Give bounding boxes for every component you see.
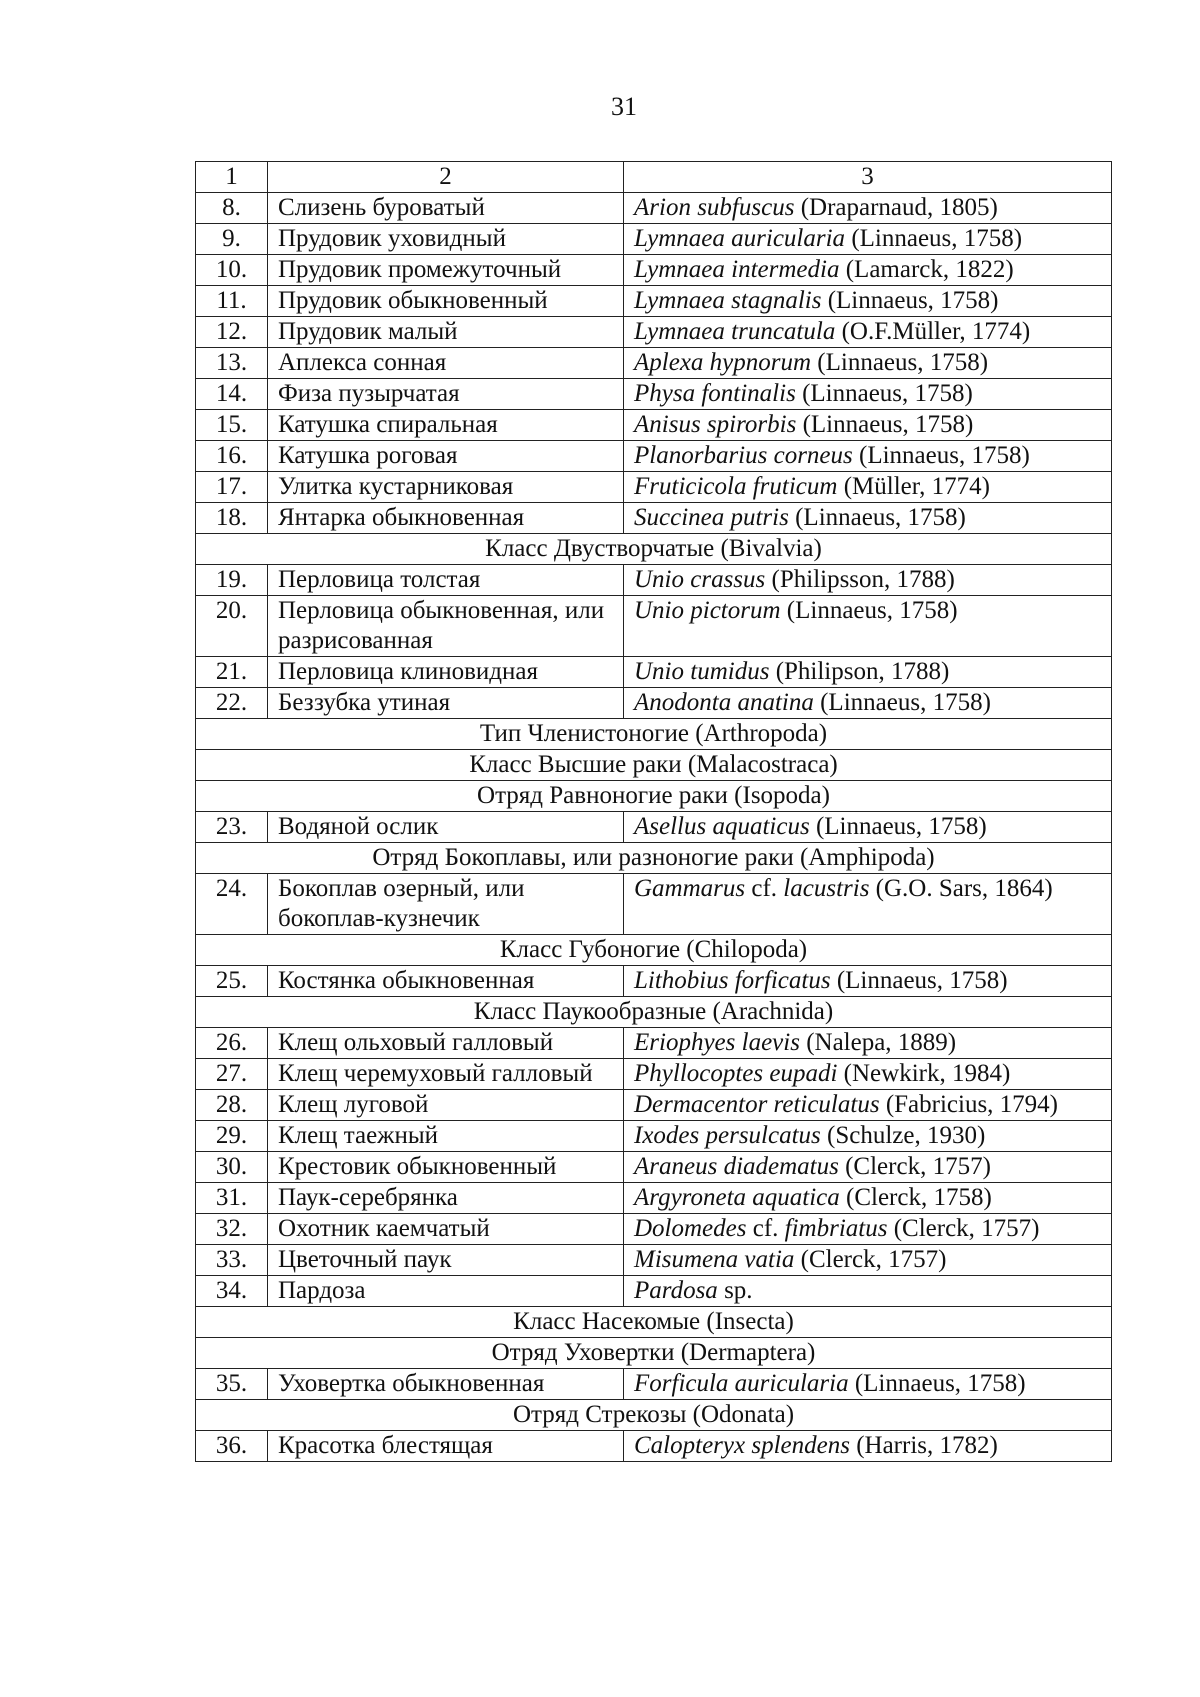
row-number: 10. <box>196 255 268 286</box>
author-part: (Linnaeus, 1758) <box>845 225 1023 252</box>
latin-name-part: Asellus aquaticus <box>634 813 810 840</box>
author-part: (Fabricius, 1794) <box>879 1091 1059 1118</box>
taxon-group-row <box>196 843 1112 874</box>
species-row <box>196 224 1112 255</box>
scientific-name <box>624 1090 1112 1121</box>
species-row <box>196 1276 1112 1307</box>
scientific-name <box>624 1183 1112 1214</box>
row-number: 18. <box>196 503 268 534</box>
author-part: (Linnaeus, 1758) <box>796 411 974 438</box>
species-row <box>196 966 1112 997</box>
scientific-name <box>624 1214 1112 1245</box>
taxon-group-label: Класс Высшие раки (Malacostraca) <box>196 750 1112 781</box>
latin-name-part: Physa fontinalis <box>634 380 796 407</box>
russian-name: Слизень буроватый <box>268 193 624 224</box>
header-col-2: 2 <box>268 162 624 193</box>
species-row <box>196 193 1112 224</box>
scientific-name <box>624 565 1112 596</box>
species-row <box>196 1214 1112 1245</box>
species-row <box>196 503 1112 534</box>
latin-name-part: Unio tumidus <box>634 658 770 685</box>
russian-name: Катушка спиральная <box>268 410 624 441</box>
author-part: (Draparnaud, 1805) <box>794 194 998 221</box>
latin-name-part: fimbriatus <box>784 1215 888 1242</box>
latin-name-part: Lithobius forficatus <box>634 967 831 994</box>
russian-name: Аплекса сонная <box>268 348 624 379</box>
russian-name: Перловица толстая <box>268 565 624 596</box>
row-number: 19. <box>196 565 268 596</box>
author-part: (Linnaeus, 1758) <box>852 442 1030 469</box>
table-header-row <box>196 162 1112 193</box>
latin-name-part: Dolomedes <box>634 1215 747 1242</box>
author-part: (Lamarck, 1822) <box>839 256 1014 283</box>
latin-name-part: Fruticicola fruticum <box>634 473 838 500</box>
taxon-group-label: Класс Губоногие (Chilopoda) <box>196 935 1112 966</box>
latin-name-part: Lymnaea auricularia <box>634 225 846 252</box>
species-row <box>196 441 1112 472</box>
author-part: (O.F.Müller, 1774) <box>835 318 1031 345</box>
species-row <box>196 657 1112 688</box>
scientific-name <box>624 224 1112 255</box>
row-number: 26. <box>196 1028 268 1059</box>
row-number: 15. <box>196 410 268 441</box>
species-row <box>196 1431 1112 1462</box>
row-number: 29. <box>196 1121 268 1152</box>
row-number: 27. <box>196 1059 268 1090</box>
russian-name: Крестовик обыкновенный <box>268 1152 624 1183</box>
scientific-name <box>624 874 1112 935</box>
taxon-group-row <box>196 935 1112 966</box>
scientific-name <box>624 348 1112 379</box>
taxon-group-label: Класс Насекомые (Insecta) <box>196 1307 1112 1338</box>
russian-name: Уховертка обыкновенная <box>268 1369 624 1400</box>
latin-name-part: Ixodes persulcatus <box>634 1122 821 1149</box>
scientific-name <box>624 688 1112 719</box>
russian-name: Пардоза <box>268 1276 624 1307</box>
russian-name: Янтарка обыкновенная <box>268 503 624 534</box>
scientific-name <box>624 1431 1112 1462</box>
species-row <box>196 1121 1112 1152</box>
row-number: 32. <box>196 1214 268 1245</box>
scientific-name <box>624 317 1112 348</box>
scientific-name <box>624 596 1112 657</box>
row-number: 24. <box>196 874 268 935</box>
russian-name: Клещ таежный <box>268 1121 624 1152</box>
latin-name-part: Unio crassus <box>634 566 766 593</box>
taxon-group-label: Отряд Бокоплавы, или разноногие раки (Amphipoda) <box>196 843 1112 874</box>
russian-name: Клещ луговой <box>268 1090 624 1121</box>
row-number: 33. <box>196 1245 268 1276</box>
species-row <box>196 1245 1112 1276</box>
author-part: (Nalepa, 1889) <box>799 1029 957 1056</box>
row-number: 35. <box>196 1369 268 1400</box>
russian-name: Прудовик малый <box>268 317 624 348</box>
header-col-1: 1 <box>196 162 268 193</box>
taxon-group-row <box>196 1307 1112 1338</box>
row-number: 34. <box>196 1276 268 1307</box>
author-part: (Philipsson, 1788) <box>765 566 955 593</box>
scientific-name <box>624 193 1112 224</box>
row-number: 21. <box>196 657 268 688</box>
author-part: (Linnaeus, 1758) <box>821 287 999 314</box>
row-number: 25. <box>196 966 268 997</box>
author-part: (Linnaeus, 1758) <box>830 967 1008 994</box>
scientific-name <box>624 472 1112 503</box>
russian-name: Паук-серебрянка <box>268 1183 624 1214</box>
row-number: 14. <box>196 379 268 410</box>
taxon-group-label: Класс Паукообразные (Arachnida) <box>196 997 1112 1028</box>
species-row <box>196 1369 1112 1400</box>
scientific-name <box>624 966 1112 997</box>
latin-name-part: Anodonta anatina <box>634 689 814 716</box>
latin-name-part: Lymnaea intermedia <box>634 256 840 283</box>
russian-name: Физа пузырчатая <box>268 379 624 410</box>
row-number: 30. <box>196 1152 268 1183</box>
row-number: 31. <box>196 1183 268 1214</box>
species-row <box>196 1059 1112 1090</box>
species-row <box>196 348 1112 379</box>
row-number: 20. <box>196 596 268 657</box>
taxon-group-row <box>196 534 1112 565</box>
latin-name-part: Argyroneta aquatica <box>634 1184 840 1211</box>
author-part: (Clerck, 1757) <box>838 1153 991 1180</box>
species-row <box>196 812 1112 843</box>
row-number: 17. <box>196 472 268 503</box>
russian-name: Прудовик обыкновенный <box>268 286 624 317</box>
taxon-group-row <box>196 719 1112 750</box>
row-number: 36. <box>196 1431 268 1462</box>
scientific-name <box>624 255 1112 286</box>
latin-name-part: Phyllocoptes eupadi <box>634 1060 838 1087</box>
latin-name-part: Anisus spirorbis <box>634 411 797 438</box>
table-body <box>196 193 1112 1462</box>
latin-name-part: Lymnaea truncatula <box>634 318 836 345</box>
scientific-name <box>624 1152 1112 1183</box>
page-number: 31 <box>611 92 637 121</box>
latin-name-part: Calopteryx splendens <box>634 1432 850 1459</box>
species-row <box>196 688 1112 719</box>
scientific-name <box>624 812 1112 843</box>
species-row <box>196 255 1112 286</box>
taxon-group-label: Класс Двустворчатые (Bivalvia) <box>196 534 1112 565</box>
author-part: (Linnaeus, 1758) <box>813 689 991 716</box>
author-part: (Philipson, 1788) <box>769 658 950 685</box>
scientific-name <box>624 441 1112 472</box>
row-number: 13. <box>196 348 268 379</box>
taxon-group-row <box>196 997 1112 1028</box>
row-number: 22. <box>196 688 268 719</box>
taxon-group-row <box>196 781 1112 812</box>
taxon-group-label: Тип Членистоногие (Arthropoda) <box>196 719 1112 750</box>
taxon-group-row <box>196 1338 1112 1369</box>
row-number: 8. <box>196 193 268 224</box>
latin-name-part: Arion subfuscus <box>634 194 795 221</box>
taxon-group-label: Отряд Равноногие раки (Isopoda) <box>196 781 1112 812</box>
latin-name-part: Unio pictorum <box>634 597 781 624</box>
author-part: (Linnaeus, 1758) <box>780 597 958 624</box>
species-row <box>196 1090 1112 1121</box>
taxon-group-row <box>196 1400 1112 1431</box>
row-number: 12. <box>196 317 268 348</box>
species-row <box>196 596 1112 657</box>
row-number: 11. <box>196 286 268 317</box>
author-part: (Linnaeus, 1758) <box>811 349 989 376</box>
latin-name-part: Aplexa hypnorum <box>634 349 812 376</box>
scientific-name <box>624 1245 1112 1276</box>
latin-name-part: Araneus diadematus <box>634 1153 839 1180</box>
latin-name-part: Pardosa <box>634 1277 718 1304</box>
scientific-name <box>624 286 1112 317</box>
russian-name: Катушка роговая <box>268 441 624 472</box>
scientific-name <box>624 379 1112 410</box>
latin-name-part: Forficula auricularia <box>634 1370 849 1397</box>
species-row <box>196 1152 1112 1183</box>
russian-name: Красотка блестящая <box>268 1431 624 1462</box>
scientific-name <box>624 657 1112 688</box>
scientific-name <box>624 503 1112 534</box>
species-row <box>196 286 1112 317</box>
russian-name: Костянка обыкновенная <box>268 966 624 997</box>
species-row <box>196 1183 1112 1214</box>
latin-name-part: Dermacentor reticulatus <box>634 1091 880 1118</box>
scientific-name <box>624 410 1112 441</box>
row-number: 28. <box>196 1090 268 1121</box>
taxon-group-label: Отряд Стрекозы (Odonata) <box>196 1400 1112 1431</box>
russian-name: Прудовик промежуточный <box>268 255 624 286</box>
russian-name: Клещ ольховый галловый <box>268 1028 624 1059</box>
latin-name-part: Lymnaea stagnalis <box>634 287 822 314</box>
russian-name: Клещ черемуховый галловый <box>268 1059 624 1090</box>
russian-name: Охотник каемчатый <box>268 1214 624 1245</box>
author-part: (Clerck, 1758) <box>839 1184 992 1211</box>
header-col-3: 3 <box>624 162 1112 193</box>
row-number: 9. <box>196 224 268 255</box>
author-part: (Schulze, 1930) <box>820 1122 986 1149</box>
species-row <box>196 472 1112 503</box>
author-part: (Linnaeus, 1758) <box>809 813 987 840</box>
species-row <box>196 379 1112 410</box>
russian-name: Улитка кустарниковая <box>268 472 624 503</box>
scientific-name <box>624 1369 1112 1400</box>
latin-name-part: Misumena vatia <box>634 1246 795 1273</box>
scientific-name <box>624 1059 1112 1090</box>
species-table <box>195 161 1112 1462</box>
russian-name: Прудовик уховидный <box>268 224 624 255</box>
russian-name: Водяной ослик <box>268 812 624 843</box>
author-part: (Linnaeus, 1758) <box>848 1370 1026 1397</box>
species-row <box>196 410 1112 441</box>
author-part: (Müller, 1774) <box>837 473 990 500</box>
row-number: 16. <box>196 441 268 472</box>
taxon-group-label: Отряд Уховертки (Dermaptera) <box>196 1338 1112 1369</box>
russian-name: Беззубка утиная <box>268 688 624 719</box>
author-part: (G.O. Sars, 1864) <box>869 875 1053 902</box>
latin-name-part: Gammarus <box>634 875 746 902</box>
taxon-group-row <box>196 750 1112 781</box>
author-part: cf. <box>745 875 784 902</box>
author-part: (Linnaeus, 1758) <box>788 504 966 531</box>
species-row <box>196 1028 1112 1059</box>
scientific-name <box>624 1276 1112 1307</box>
scientific-name <box>624 1121 1112 1152</box>
author-part: (Linnaeus, 1758) <box>795 380 973 407</box>
author-part: (Newkirk, 1984) <box>837 1060 1011 1087</box>
row-number: 23. <box>196 812 268 843</box>
author-part: (Harris, 1782) <box>849 1432 998 1459</box>
russian-name: Перловица клиновидная <box>268 657 624 688</box>
russian-name: Бокоплав озерный, или бокоплав-кузнечик <box>268 874 624 935</box>
latin-name-part: Planorbarius corneus <box>634 442 853 469</box>
species-row <box>196 565 1112 596</box>
species-row <box>196 874 1112 935</box>
scientific-name <box>624 1028 1112 1059</box>
latin-name-part: Succinea putris <box>634 504 789 531</box>
species-row <box>196 317 1112 348</box>
author-part: sp. <box>717 1277 753 1304</box>
author-part: (Clerck, 1757) <box>887 1215 1040 1242</box>
russian-name: Цветочный паук <box>268 1245 624 1276</box>
latin-name-part: lacustris <box>783 875 870 902</box>
author-part: (Clerck, 1757) <box>794 1246 947 1273</box>
russian-name: Перловица обыкновенная, или разрисованная <box>268 596 624 657</box>
author-part: cf. <box>746 1215 785 1242</box>
latin-name-part: Eriophyes laevis <box>634 1029 800 1056</box>
